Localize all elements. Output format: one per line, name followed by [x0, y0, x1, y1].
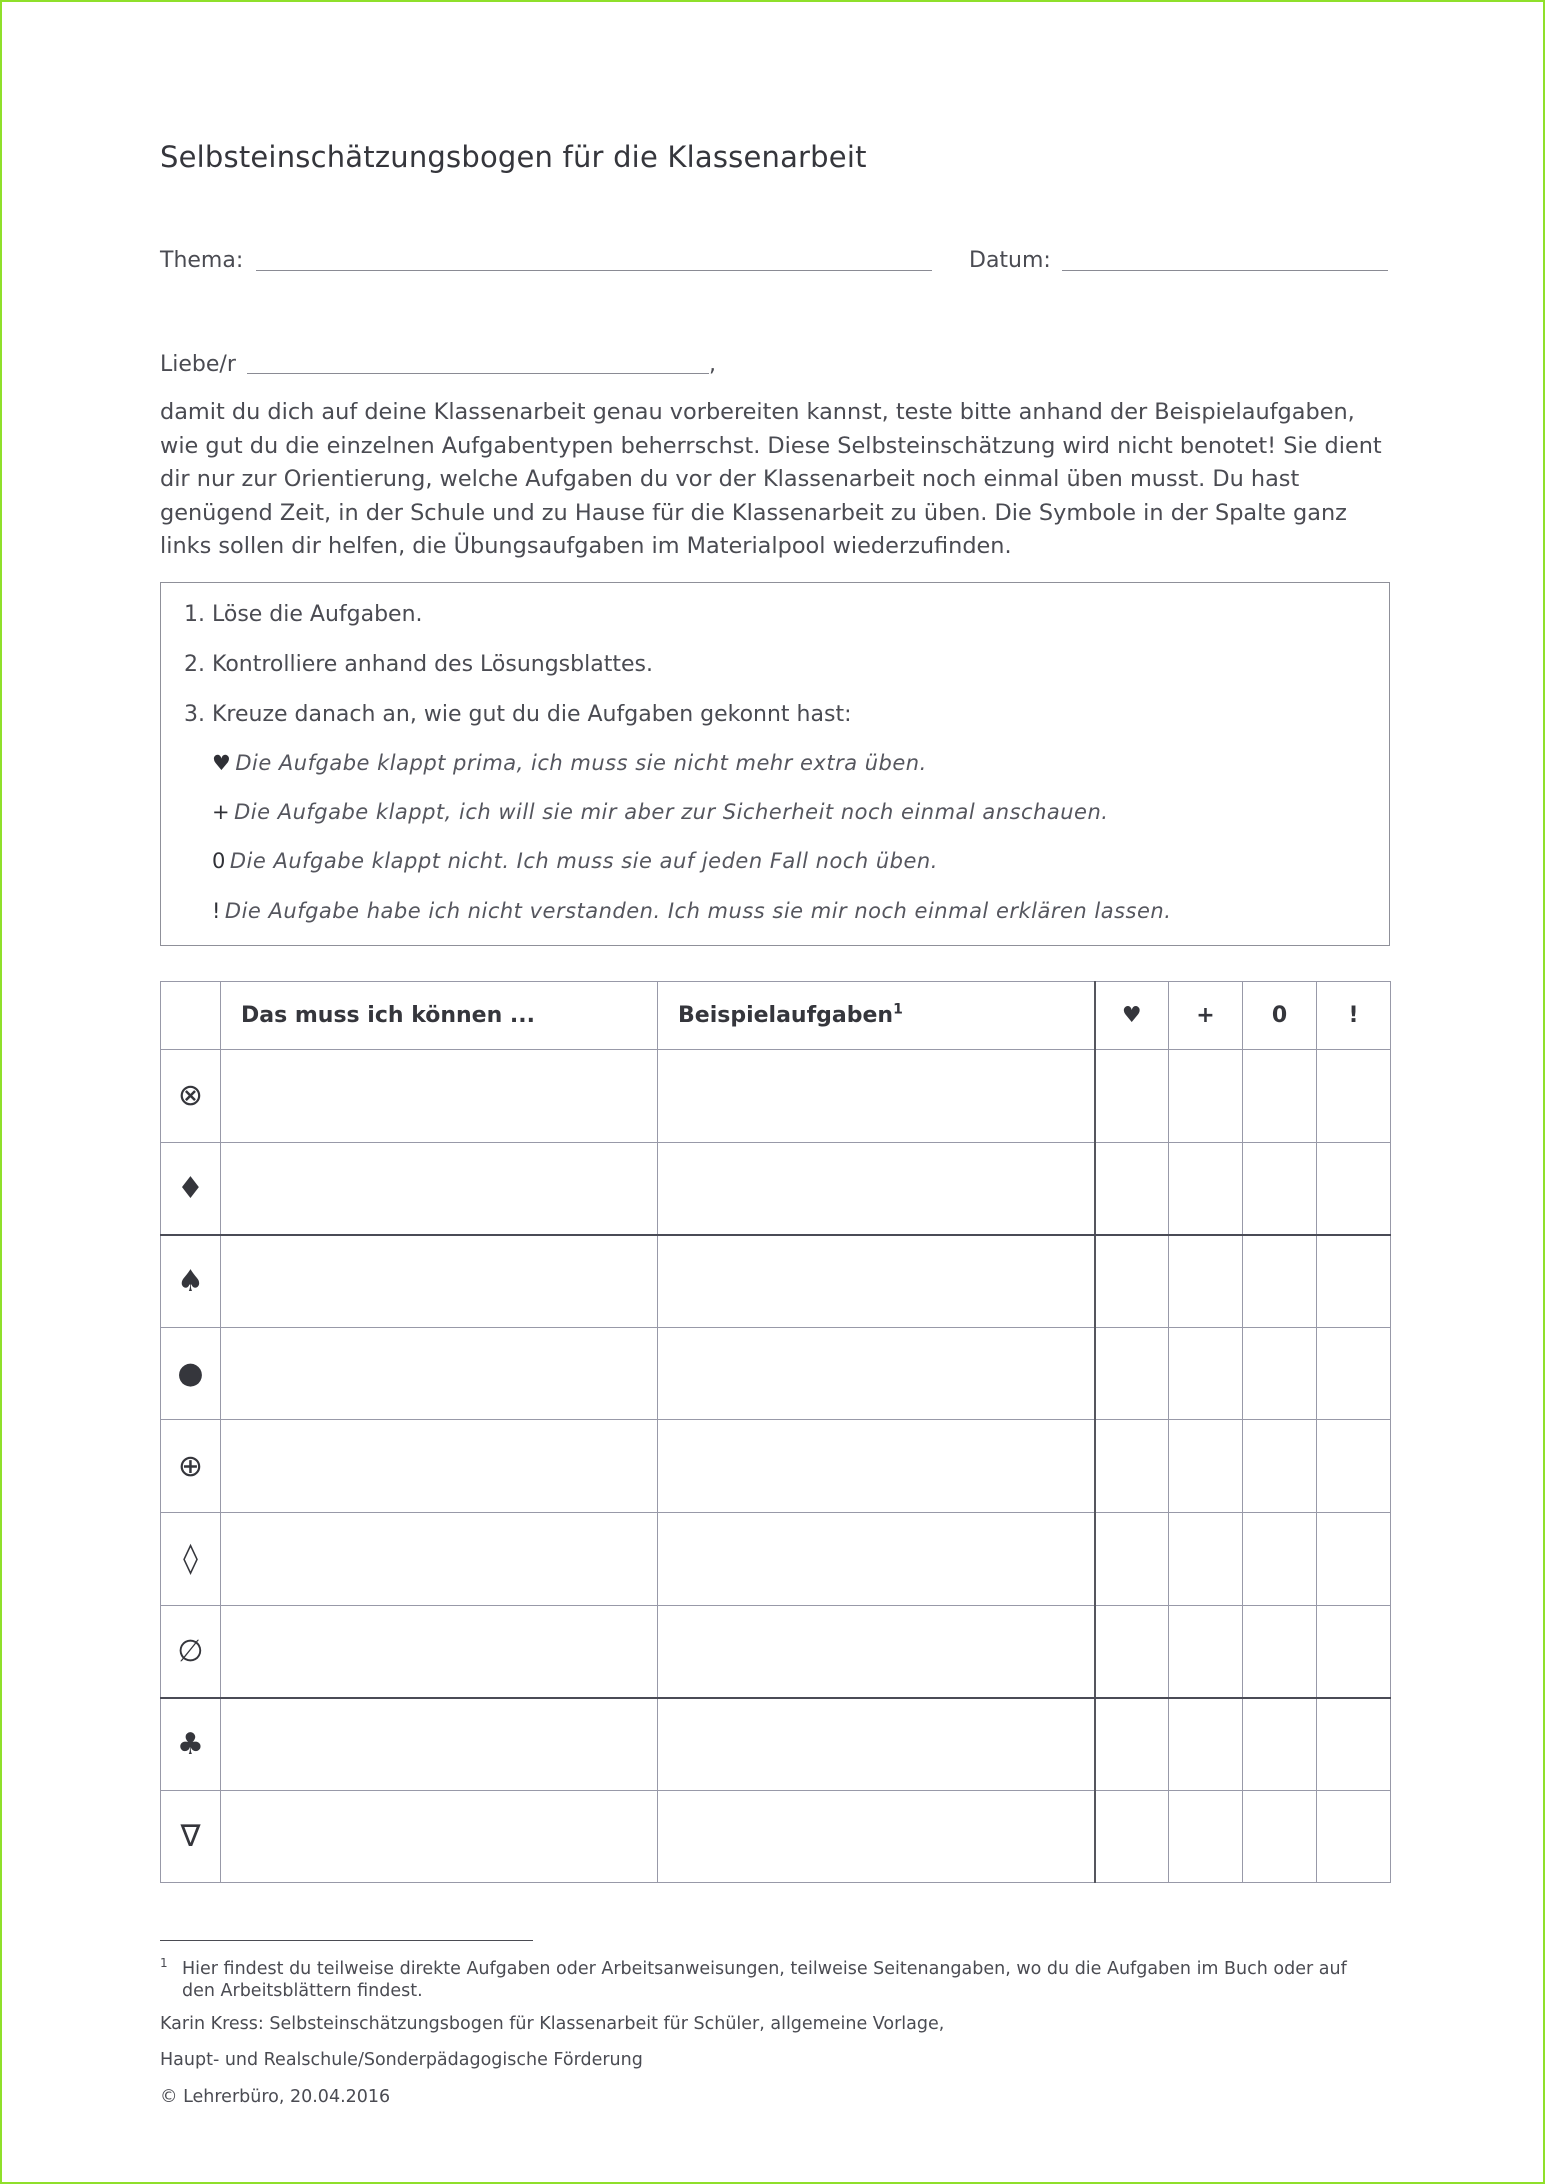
plus-checkbox-cell[interactable]: [1169, 1605, 1243, 1698]
footnote-marker: 1: [160, 1956, 168, 1970]
example-cell[interactable]: [658, 1235, 1095, 1328]
legend-zero-text: Die Aufgabe klappt nicht. Ich muss sie auf jeden Fall noch üben.: [229, 849, 938, 873]
zero-checkbox-cell[interactable]: [1243, 1420, 1317, 1513]
step-1: 1. Löse die Aufgaben.: [184, 602, 423, 627]
liebe-comma: ,: [709, 352, 716, 377]
heart-header: ♥: [1095, 982, 1169, 1050]
symbol-header: [161, 982, 221, 1050]
datum-label: Datum:: [969, 248, 1051, 273]
exclamation-checkbox-cell[interactable]: [1317, 1050, 1391, 1143]
nabla-icon: ∇: [161, 1790, 221, 1883]
table-row: [161, 1512, 1391, 1605]
heart-checkbox-cell[interactable]: [1095, 1605, 1169, 1698]
name-input-line[interactable]: [247, 373, 709, 374]
heart-checkbox-cell[interactable]: [1095, 1512, 1169, 1605]
plus-checkbox-cell[interactable]: [1169, 1142, 1243, 1235]
plus-checkbox-cell[interactable]: [1169, 1790, 1243, 1883]
exclamation-checkbox-cell[interactable]: [1317, 1512, 1391, 1605]
skill-header: Das muss ich können ...: [221, 982, 658, 1050]
legend-heart-text: Die Aufgabe klappt prima, ich muss sie nicht mehr extra üben.: [235, 751, 927, 775]
table-row: [161, 1327, 1391, 1420]
table-row: [161, 1050, 1391, 1143]
table-row: [161, 1142, 1391, 1235]
skill-cell[interactable]: [221, 1050, 658, 1143]
zero-checkbox-cell[interactable]: [1243, 1327, 1317, 1420]
exclamation-checkbox-cell[interactable]: [1317, 1790, 1391, 1883]
diamond-filled-icon: ♦: [161, 1142, 221, 1235]
spade-icon: ♠: [161, 1235, 221, 1328]
footnote-ref: 1: [893, 1001, 903, 1018]
copyright: © Lehrerbüro, 20.04.2016: [160, 2087, 391, 2107]
exclamation-checkbox-cell[interactable]: [1317, 1605, 1391, 1698]
club-icon: ♣: [161, 1698, 221, 1791]
plus-header: +: [1169, 982, 1243, 1050]
exclamation-checkbox-cell[interactable]: [1317, 1142, 1391, 1235]
examples-header: [658, 982, 1095, 1050]
exclamation-header: !: [1317, 982, 1391, 1050]
empty-set-icon: ∅: [161, 1605, 221, 1698]
example-cell[interactable]: [658, 1790, 1095, 1883]
filled-circle-icon: ●: [161, 1327, 221, 1420]
table-row: [161, 1605, 1391, 1698]
legend-zero: [212, 849, 938, 873]
skill-cell[interactable]: [221, 1327, 658, 1420]
footnote-divider: [160, 1940, 533, 1941]
heart-checkbox-cell[interactable]: [1095, 1698, 1169, 1791]
heart-checkbox-cell[interactable]: [1095, 1327, 1169, 1420]
plus-checkbox-cell[interactable]: [1169, 1512, 1243, 1605]
heart-checkbox-cell[interactable]: [1095, 1142, 1169, 1235]
skill-cell[interactable]: [221, 1235, 658, 1328]
skill-cell[interactable]: [221, 1698, 658, 1791]
example-cell[interactable]: [658, 1420, 1095, 1513]
thema-input-line[interactable]: [256, 270, 932, 271]
example-cell[interactable]: [658, 1512, 1095, 1605]
plus-checkbox-cell[interactable]: [1169, 1698, 1243, 1791]
liebe-label: Liebe/r: [160, 352, 236, 377]
exclamation-checkbox-cell[interactable]: [1317, 1698, 1391, 1791]
exclamation-icon: !: [212, 899, 221, 923]
plus-checkbox-cell[interactable]: [1169, 1235, 1243, 1328]
legend-heart: [212, 751, 927, 775]
example-cell[interactable]: [658, 1698, 1095, 1791]
diamond-outline-icon: ◊: [161, 1512, 221, 1605]
page-title: Selbsteinschätzungsbogen für die Klassenarbeit: [160, 140, 867, 174]
table-header-row: [161, 982, 1391, 1050]
table-row: [161, 1420, 1391, 1513]
zero-checkbox-cell[interactable]: [1243, 1512, 1317, 1605]
credit-line-1: Karin Kress: Selbsteinschätzungsbogen für Klassenarbeit für Schüler, allgemeine Vorlage,: [160, 2014, 945, 2034]
examples-header-label: Beispielaufgaben: [678, 1003, 894, 1028]
plus-checkbox-cell[interactable]: [1169, 1050, 1243, 1143]
zero-icon: 0: [212, 849, 226, 873]
table-row: [161, 1790, 1391, 1883]
exclamation-checkbox-cell[interactable]: [1317, 1420, 1391, 1513]
legend-exclamation-text: Die Aufgabe habe ich nicht verstanden. Ich muss sie mir noch einmal erklären lassen.: [224, 899, 1172, 923]
legend-plus: [212, 800, 1108, 824]
heart-checkbox-cell[interactable]: [1095, 1790, 1169, 1883]
credit-line-2: Haupt- und Realschule/Sonderpädagogische Förderung: [160, 2050, 643, 2070]
example-cell[interactable]: [658, 1605, 1095, 1698]
zero-checkbox-cell[interactable]: [1243, 1698, 1317, 1791]
plus-checkbox-cell[interactable]: [1169, 1420, 1243, 1513]
skill-cell[interactable]: [221, 1790, 658, 1883]
example-cell[interactable]: [658, 1327, 1095, 1420]
step-3: 3. Kreuze danach an, wie gut du die Aufgaben gekonnt hast:: [184, 702, 852, 727]
zero-checkbox-cell[interactable]: [1243, 1790, 1317, 1883]
zero-checkbox-cell[interactable]: [1243, 1235, 1317, 1328]
heart-checkbox-cell[interactable]: [1095, 1420, 1169, 1513]
zero-checkbox-cell[interactable]: [1243, 1142, 1317, 1235]
exclamation-checkbox-cell[interactable]: [1317, 1327, 1391, 1420]
heart-checkbox-cell[interactable]: [1095, 1050, 1169, 1143]
legend-plus-text: Die Aufgabe klappt, ich will sie mir aber zur Sicherheit noch einmal anschauen.: [234, 800, 1109, 824]
legend-exclamation: [212, 899, 1171, 923]
example-cell[interactable]: [658, 1142, 1095, 1235]
skill-cell[interactable]: [221, 1512, 658, 1605]
skill-cell[interactable]: [221, 1420, 658, 1513]
example-cell[interactable]: [658, 1050, 1095, 1143]
table-row: [161, 1698, 1391, 1791]
zero-checkbox-cell[interactable]: [1243, 1605, 1317, 1698]
skill-cell[interactable]: [221, 1142, 658, 1235]
plus-icon: +: [212, 800, 231, 824]
zero-header: 0: [1243, 982, 1317, 1050]
thema-label: Thema:: [160, 248, 244, 273]
plus-checkbox-cell[interactable]: [1169, 1327, 1243, 1420]
intro-paragraph: damit du dich auf deine Klassenarbeit genau vorbereiten kannst, teste bitte anhand der Beispielaufgaben, wie gut du die einzelnen Aufgabentypen beherrschst. Diese Selbsteinschätzung wird nicht benotet! Sie dient dir nur zur Orientierung, welche Aufgaben du vor der Klassenarbeit noch einmal üben musst. Du hast genügend Zeit, in der Schule und zu Hause für die Klassenarbeit zu üben. Die Symbole in der Spalte ganz links sollen dir helfen, die Übungsaufgaben im Materialpool wiederzufinden.: [160, 399, 1382, 560]
self-assessment-table: [160, 981, 1391, 1883]
heart-icon: ♥: [212, 751, 232, 775]
footnote-text: Hier findest du teilweise direkte Aufgaben oder Arbeitsanweisungen, teilweise Seitenangaben, wo du die Aufgaben im Buch oder auf den Arbeitsblättern findest.: [182, 1959, 1347, 2001]
circle-times-icon: ⊗: [161, 1050, 221, 1143]
zero-checkbox-cell[interactable]: [1243, 1050, 1317, 1143]
step-2: 2. Kontrolliere anhand des Lösungsblattes.: [184, 652, 653, 677]
datum-input-line[interactable]: [1062, 270, 1388, 271]
heart-checkbox-cell[interactable]: [1095, 1235, 1169, 1328]
table-row: [161, 1235, 1391, 1328]
exclamation-checkbox-cell[interactable]: [1317, 1235, 1391, 1328]
skill-cell[interactable]: [221, 1605, 658, 1698]
circle-plus-icon: ⊕: [161, 1420, 221, 1513]
